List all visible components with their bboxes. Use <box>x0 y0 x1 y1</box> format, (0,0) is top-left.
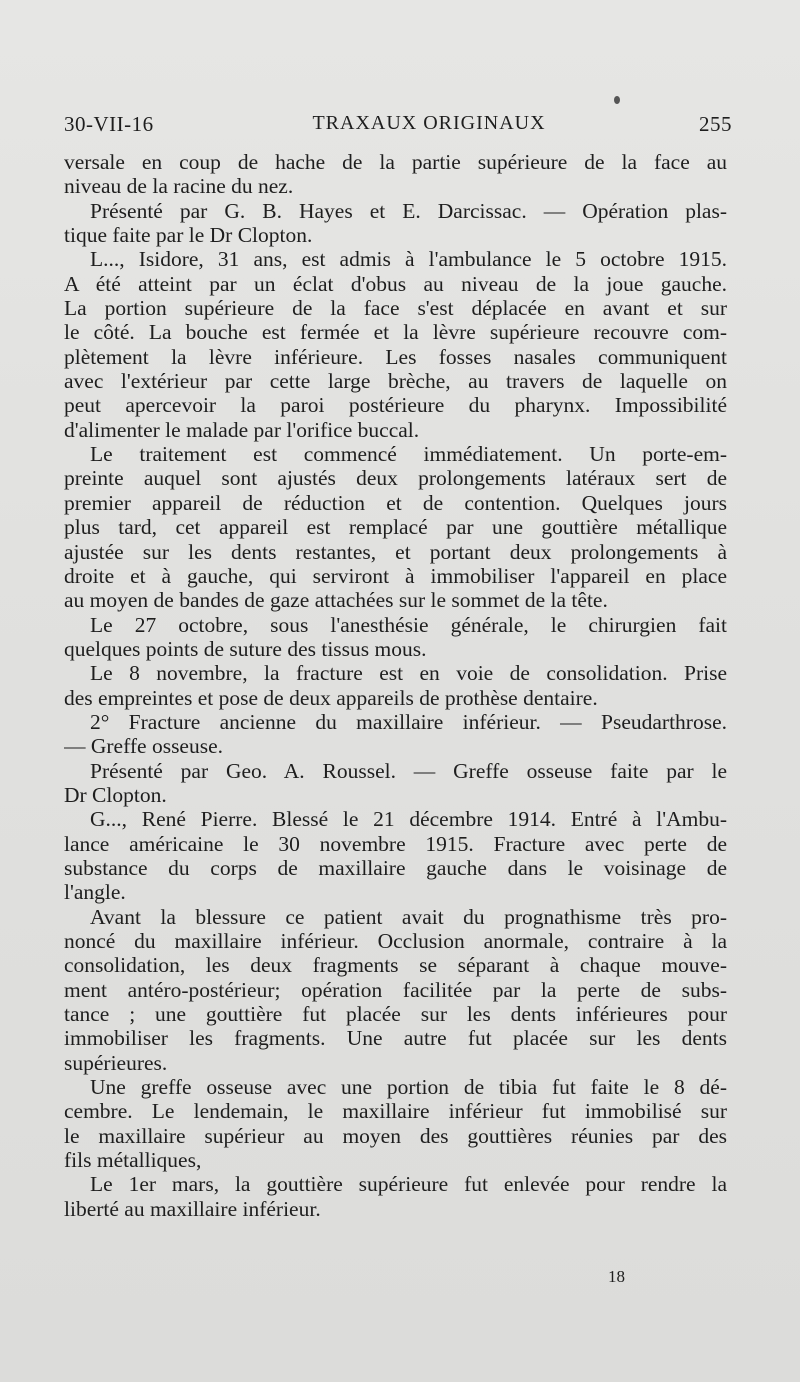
text-line: preinte auquel sont ajustés deux prolongements latéraux sert de <box>64 466 727 491</box>
text-line: des empreintes et pose de deux appareils de prothèse dentaire. <box>64 685 598 710</box>
text-line: le maxillaire supérieur au moyen des gouttières réunies par des <box>64 1123 727 1148</box>
text-line: Le traitement est commencé immédiatement. Un porte-em- <box>90 442 727 467</box>
text-line: substance du corps de maxillaire gauche dans le voisinage de <box>64 855 727 880</box>
text-line: avec l'extérieur par cette large brèche, au travers de laquelle on <box>64 369 727 394</box>
text-line: d'alimenter le malade par l'orifice buccal. <box>64 417 420 442</box>
text-line: plètement la lèvre inférieure. Les fosses nasales communiquent <box>64 344 727 369</box>
text-line: Présenté par Geo. A. Roussel. — Greffe osseuse faite par le <box>90 758 727 783</box>
text-line: au moyen de bandes de gaze attachées sur le sommet de la tête. <box>64 588 608 613</box>
text-line: Le 1er mars, la gouttière supérieure fut enlevée pour rendre la <box>90 1172 727 1197</box>
text-line: fils métalliques, <box>64 1148 202 1173</box>
text-line: L..., Isidore, 31 ans, est admis à l'ambulance le 5 octobre 1915. <box>90 247 727 272</box>
signature-mark: 18 <box>608 1267 625 1286</box>
text-line: Dr Clopton. <box>64 782 167 807</box>
text-line: cembre. Le lendemain, le maxillaire inférieur fut immobilisé sur <box>64 1099 727 1124</box>
text-line: le côté. La bouche est fermée et la lèvre supérieure recouvre com- <box>64 320 727 345</box>
text-line: premier appareil de réduction et de contention. Quelques jours <box>64 490 727 515</box>
text-line: A été atteint par un éclat d'obus au niveau de la joue gauche. <box>64 271 727 296</box>
text-line: Le 27 octobre, sous l'anesthésie générale, le chirurgien fait <box>90 612 727 637</box>
text-line: tique faite par le Dr Clopton. <box>64 223 313 248</box>
text-line: niveau de la racine du nez. <box>64 174 294 199</box>
body-text <box>64 150 727 1221</box>
text-line: 2° Fracture ancienne du maxillaire inférieur. — Pseudarthrose. <box>90 709 727 734</box>
ink-speck <box>614 96 620 104</box>
text-line: La portion supérieure de la face s'est déplacée en avant et sur <box>64 296 727 321</box>
text-line: consolidation, les deux fragments se séparant à chaque mouve- <box>64 953 727 978</box>
text-line: G..., René Pierre. Blessé le 21 décembre 1914. Entré à l'Ambu- <box>90 807 727 832</box>
header-page-number: 255 <box>699 112 732 136</box>
text-line: l'angle. <box>64 880 126 905</box>
text-line: tance ; une gouttière fut placée sur les dents inférieures pour <box>64 1002 727 1027</box>
header-title: TRAXAUX ORIGINAUX <box>312 112 546 134</box>
running-header <box>64 112 732 142</box>
text-line: Présenté par G. B. Hayes et E. Darcissac. — Opération plas- <box>90 198 727 223</box>
text-line: Une greffe osseuse avec une portion de tibia fut faite le 8 dé- <box>90 1075 727 1100</box>
text-line: immobiliser les fragments. Une autre fut placée sur les dents <box>64 1026 727 1051</box>
text-line: ment antéro-postérieur; opération facilitée par la perte de subs- <box>64 977 727 1002</box>
text-line: plus tard, cet appareil est remplacé par une gouttière métallique <box>64 515 727 540</box>
text-line: droite et à gauche, qui serviront à immobiliser l'appareil en place <box>64 563 727 588</box>
text-line: Avant la blessure ce patient avait du prognathisme très pro- <box>90 904 727 929</box>
text-line: — Greffe osseuse. <box>64 734 224 759</box>
text-line: versale en coup de hache de la partie supérieure de la face au <box>64 150 727 174</box>
text-line: lance américaine le 30 novembre 1915. Fracture avec perte de <box>64 831 727 856</box>
text-line: ajustée sur les dents restantes, et portant deux prolongements à <box>64 539 727 564</box>
text-line: Le 8 novembre, la fracture est en voie de consolidation. Prise <box>90 661 727 686</box>
text-line: quelques points de suture des tissus mous. <box>64 636 427 661</box>
text-line: peut apercevoir la paroi postérieure du pharynx. Impossibilité <box>64 393 727 418</box>
text-line: supérieures. <box>64 1050 168 1075</box>
header-date: 30-VII-16 <box>64 112 154 136</box>
text-line: noncé du maxillaire inférieur. Occlusion anormale, contraire à la <box>64 929 727 953</box>
text-line: liberté au maxillaire inférieur. <box>64 1196 321 1221</box>
